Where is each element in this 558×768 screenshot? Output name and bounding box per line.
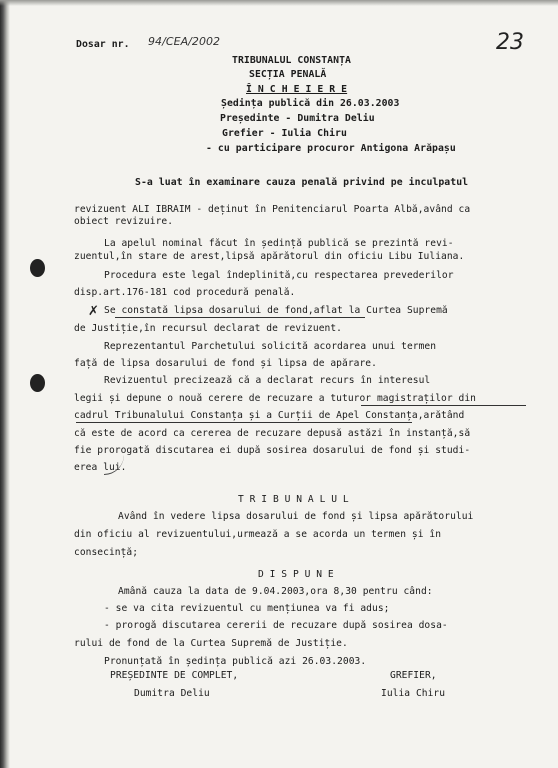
body-line-11: Revizuentul precizează că a declarat recurs în interesul	[104, 375, 431, 386]
court-name: TRIBUNALUL CONSTANȚA	[232, 55, 351, 66]
body-line-13: cadrul Tribunalului Constanța și a Curții de Apel Constanța,arătând	[74, 410, 465, 421]
body-line-8: de Justiție,în recursul declarat de revizuent.	[74, 323, 342, 334]
body-line-12: legii și depune o nouă cerere de recuzare a tuturor magistraților din	[74, 393, 476, 404]
dispune-line-3: - prorogă discutarea cererii de recuzare după sosirea dosa-	[104, 620, 448, 631]
body-line-7: Se constată lipsa dosarului de fond,aflat la Curtea Supremă	[104, 305, 448, 316]
punch-hole-bottom	[30, 374, 45, 392]
body-line-4: zuentul,în stare de arest,lipsă apărătorul din oficiu Libu Iuliana.	[74, 251, 465, 262]
body-line-5: Procedura este legal îndeplinită,cu respectarea prevederilor	[104, 270, 454, 281]
tribunal-line-2: din oficiu al revizuentului,urmează a se acorda un termen și în	[74, 529, 442, 540]
dosar-number: 94/CEA/2002	[148, 35, 221, 48]
tribunal-line-1: Având în vedere lipsa dosarului de fond și lipsa apărătorului	[118, 511, 474, 522]
intro-line: S-a luat în examinare cauza penală privind pe inculpatul	[135, 177, 469, 188]
folio-number: 23	[496, 30, 524, 55]
body-line-2: obiect revizuire.	[74, 216, 174, 227]
clerk-signature-title: GREFIER,	[390, 670, 437, 681]
dispune-line-2: - se va cita revizuentul cu mențiunea va fi adus;	[104, 603, 390, 614]
clerk-signature-name: Iulia Chiru	[381, 688, 446, 699]
body-line-9: Reprezentantul Parchetului solicită acordarea unui termen	[104, 341, 437, 352]
dispune-line-4: rului de fond de la Curtea Supremă de Justiție.	[74, 638, 348, 649]
dosar-label: Dosar nr.	[76, 39, 130, 50]
dispune-line-1: Amână cauza la data de 9.04.2003,ora 8,30 pentru când:	[118, 586, 433, 597]
body-line-6: disp.art.176-181 cod procedură penală.	[74, 287, 296, 298]
margin-x-mark: ✗	[88, 304, 99, 319]
document-type: Î N C H E I E R E	[246, 84, 348, 95]
tribunal-line-3: consecință;	[74, 547, 139, 558]
session-line: Ședința publică din 26.03.2003	[221, 98, 400, 109]
underline-magistrati	[361, 405, 526, 406]
body-line-1: revizuent ALI IBRAIM - deținut în Penitenciarul Poarta Albă,având ca	[74, 204, 471, 215]
clerk-line: Grefier - Iulia Chiru	[222, 128, 347, 139]
underline-cadrul	[76, 422, 412, 423]
president-signature-name: Dumitra Deliu	[134, 688, 210, 699]
body-line-15: fie prorogată discutarea ei după sosirea dosarului de fond și studi-	[74, 445, 471, 456]
tribunal-heading: T R I B U N A L U L	[238, 494, 349, 505]
pronouncement-line: Pronunțată în ședința publică azi 26.03.2003.	[104, 656, 367, 667]
body-line-16: erea lui.	[74, 462, 127, 473]
scan-edge	[0, 0, 10, 768]
punch-hole-top	[30, 259, 45, 277]
body-line-10: față de lipsa dosarului de fond și lipsa de apărare.	[74, 358, 377, 369]
body-line-14: că este de acord ca cererea de recuzare depusă astăzi în instanță,să	[74, 428, 471, 439]
underline-lipsa-dosarului	[115, 317, 365, 318]
president-line: Președinte - Dumitra Deliu	[220, 113, 375, 124]
body-line-3: La apelul nominal făcut în ședință publică se prezintă revi-	[104, 238, 454, 249]
prosecutor-line: - cu participare procuror Antigona Arăpașu	[206, 143, 456, 154]
president-signature-title: PREȘEDINTE DE COMPLET,	[110, 670, 239, 681]
scan-edge-top	[0, 0, 558, 6]
section-name: SECȚIA PENALĂ	[249, 69, 327, 80]
dispune-heading: D I S P U N E	[258, 569, 334, 580]
